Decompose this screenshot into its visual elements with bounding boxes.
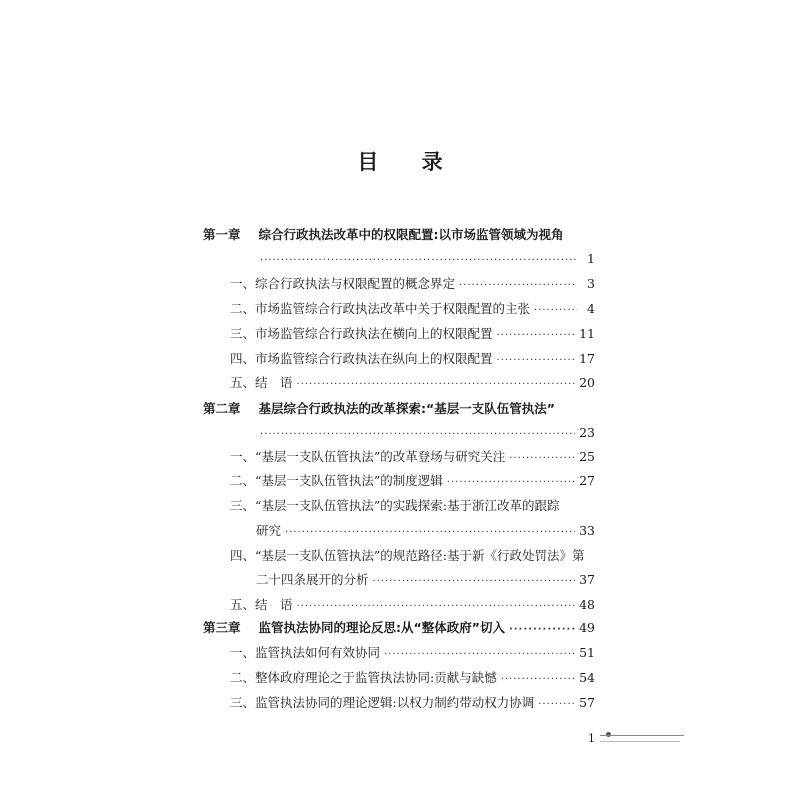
- toc-chapter-entry: [203, 397, 595, 419]
- dot-leader: [534, 302, 577, 314]
- dot-leader: [501, 671, 575, 683]
- toc-section-entry: [256, 568, 595, 590]
- toc-chapter-entry: [203, 616, 595, 638]
- toc-page-number: 1: [587, 250, 595, 266]
- toc-section-entry: [230, 445, 595, 467]
- chapter-number: 第一章: [203, 227, 241, 242]
- toc-section-entry: [230, 691, 595, 713]
- chapter-number: 第三章: [203, 620, 241, 635]
- toc-entry-title: 四、市场监管综合行政执法在纵向上的权限配置: [230, 351, 493, 366]
- toc-section-entry: [230, 641, 595, 663]
- dot-leader: [384, 646, 575, 658]
- dot-leader: [373, 573, 576, 585]
- toc-page-number: 57: [579, 694, 595, 710]
- toc-entry-title: 一、监管执法如何有效协同: [230, 645, 381, 660]
- dot-leader: [538, 696, 575, 708]
- toc-entry-title: 三、市场监管综合行政执法在横向上的权限配置: [230, 326, 493, 341]
- toc-entry-title: 四、“基层一支队伍管执法”的规范路径:基于新《行政处罚法》第: [230, 548, 585, 563]
- toc-section-entry: [256, 247, 595, 269]
- dot-leader: [509, 621, 575, 633]
- page-title: 目 录: [357, 149, 461, 174]
- dot-leader: [497, 327, 576, 339]
- dot-leader: [447, 474, 575, 486]
- toc-entry-title: 三、监管执法协同的理论逻辑:以权力制约带动权力协调: [230, 695, 535, 710]
- toc-entry-title: 二、“基层一支队伍管执法”的制度逻辑: [230, 473, 443, 488]
- toc-section-entry: [230, 544, 595, 566]
- toc-page-number: 25: [579, 448, 595, 464]
- toc-section-entry: [230, 272, 595, 294]
- toc-entry-title: 五、结 语: [230, 375, 293, 390]
- toc-entry-title: 五、结 语: [230, 597, 293, 612]
- dot-leader: [297, 598, 576, 610]
- toc-page-number: 17: [579, 350, 595, 366]
- toc-page-number: 54: [579, 669, 595, 685]
- toc-page-number: 11: [579, 325, 595, 341]
- toc-section-entry: [256, 421, 595, 443]
- folio-rule: [600, 735, 684, 736]
- toc-section-entry: [230, 666, 595, 688]
- toc-page-number: 33: [579, 522, 595, 538]
- page-number: 1: [588, 732, 595, 745]
- toc-page-number: 48: [579, 596, 595, 612]
- toc-section-entry: [230, 469, 595, 491]
- toc-entry-title: 综合行政执法改革中的权限配置:以市场监管领域为视角: [258, 227, 564, 242]
- dot-leader: [459, 277, 577, 289]
- toc-entry-title: 一、综合行政执法与权限配置的概念界定: [230, 276, 456, 291]
- toc-page-number: 27: [579, 472, 595, 488]
- dot-leader: [297, 376, 576, 388]
- toc-entry-title: 二十四条展开的分析: [256, 572, 369, 587]
- toc-page-number: 20: [579, 374, 595, 390]
- toc-page-number: 51: [579, 644, 595, 660]
- toc-entry-title: 基层综合行政执法的改革探索:“基层一支队伍管执法”: [258, 401, 555, 416]
- toc-page-number: 23: [579, 424, 595, 440]
- folio-rule-lower: [600, 741, 680, 742]
- toc-entry-title: 一、“基层一支队伍管执法”的改革登场与研究关注: [230, 449, 506, 464]
- toc-page-number: 3: [587, 275, 595, 291]
- chapter-number: 第二章: [203, 401, 241, 416]
- dot-leader: [285, 524, 575, 536]
- dot-leader: [260, 426, 575, 438]
- dot-leader: [509, 450, 575, 462]
- toc-section-entry: [230, 322, 595, 344]
- toc-section-entry: [230, 347, 595, 369]
- toc-entry-title: 二、整体政府理论之于监管执法协同:贡献与缺憾: [230, 670, 497, 685]
- toc-section-entry: [256, 519, 595, 541]
- toc-entry-title: 监管执法协同的理论反思:从“整体政府”切入: [258, 620, 505, 635]
- toc-page-number: 49: [579, 619, 595, 635]
- toc-entry-title: 二、市场监管综合行政执法改革中关于权限配置的主张: [230, 301, 531, 316]
- toc-entry-title: 三、“基层一支队伍管执法”的实践探索:基于浙江改革的跟踪: [230, 498, 560, 513]
- toc-entry-title: 研究: [256, 523, 282, 538]
- dot-leader: [260, 252, 577, 264]
- dot-leader: [497, 352, 576, 364]
- toc-chapter-entry: [203, 223, 595, 245]
- toc-section-entry: [230, 593, 595, 615]
- toc-section-entry: [230, 494, 595, 516]
- toc-page-number: 37: [579, 571, 595, 587]
- toc-section-entry: [230, 371, 595, 393]
- toc-page-number: 4: [587, 300, 595, 316]
- toc-section-entry: [230, 297, 595, 319]
